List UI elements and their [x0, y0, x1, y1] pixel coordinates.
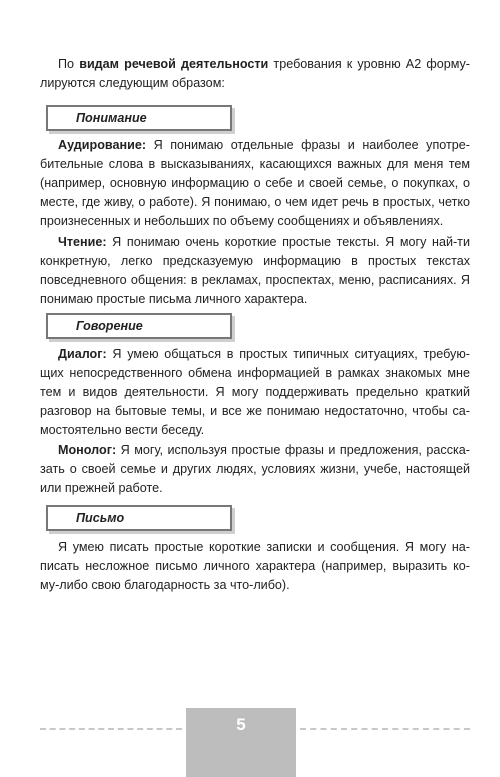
paragraph-writing	[40, 538, 470, 595]
footer-dashed-line-right	[300, 728, 470, 730]
intro-rest: требования к уровню А2 форму-лируются следующим образом:	[40, 57, 470, 90]
intro-bold-term: видам речевой деятельности	[79, 57, 269, 71]
page-number: 5	[186, 708, 296, 777]
paragraph-dialogue	[40, 345, 470, 440]
term-reading: Чтение:	[58, 235, 107, 249]
term-monologue: Монолог:	[58, 443, 117, 457]
section-heading-speaking: Говорение	[46, 313, 232, 339]
text-monologue: Я могу, используя простые фразы и предложения, расска-зать о своей семье и других людях, условиях жизни, учебе, настоящей или прежней работе.	[40, 443, 470, 495]
section-heading-understanding: Понимание	[46, 105, 232, 131]
text-writing: Я умею писать простые короткие записки и сообщения. Я могу на-писать несложное письмо личного характера (например, выразить ко-му-либо свою благодарность за что-либо).	[40, 540, 470, 592]
term-listening: Аудирование:	[58, 138, 147, 152]
paragraph-reading	[40, 233, 470, 309]
term-dialogue: Диалог:	[58, 347, 107, 361]
footer-dashed-line-left	[40, 728, 182, 730]
intro-prefix: По	[58, 57, 80, 71]
text-dialogue: Я умею общаться в простых типичных ситуациях, требую-щих непосредственного обмена информацией в рамках знакомых мне тем и видов деятельности. Я могу поддерживать предельно краткий разговор на бытовые темы, и все же понимаю недостаточно, чтобы са-мостоятельно вести беседу.	[40, 347, 470, 437]
intro-paragraph	[40, 55, 470, 93]
section-heading-writing: Письмо	[46, 505, 232, 531]
paragraph-listening	[40, 136, 470, 231]
text-listening: Я понимаю отдельные фразы и наиболее употре-бительные слова в высказываниях, касающихся важных для меня тем (например, основную информацию о себе и своей семье, о покупках, о месте, где живу, о работе). Я понимаю, о чем идет речь в простых, четко произнесенных и небольших по объему сообщениях и объявлениях.	[40, 138, 470, 228]
paragraph-monologue	[40, 441, 470, 498]
text-reading: Я понимаю очень короткие простые тексты. Я могу най-ти конкретную, легко предсказуемую информацию в простых текстах повседневного общения: в рекламах, проспектах, меню, расписаниях. Я понимаю простые письма личного характера.	[40, 235, 470, 306]
